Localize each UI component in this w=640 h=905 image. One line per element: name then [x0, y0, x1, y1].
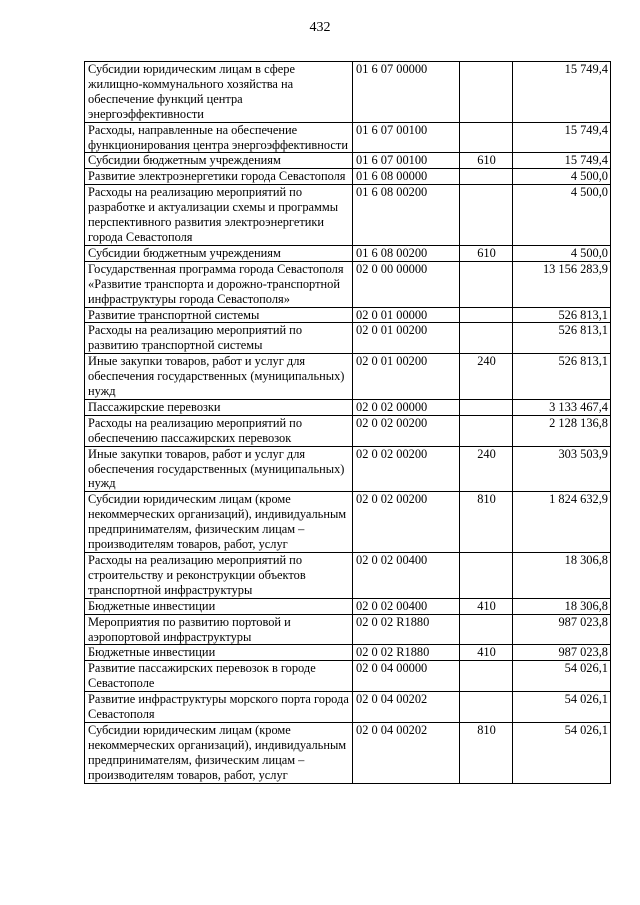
table-row [85, 614, 611, 645]
table-row [85, 261, 611, 307]
target-article-code-cell: 02 0 01 00000 [353, 307, 460, 323]
expense-type-code-cell: 810 [460, 492, 513, 553]
expense-name-cell: Субсидии бюджетным учреждениям [85, 153, 353, 169]
expense-type-code-cell [460, 323, 513, 354]
expense-type-code-cell: 410 [460, 645, 513, 661]
expense-name-cell: Субсидии юридическим лицам (кроме некоммерческих организаций), индивидуальным предпринимателям, физическим лицам – производителям товаров, работ, услуг [85, 492, 353, 553]
target-article-code-cell: 01 6 08 00200 [353, 245, 460, 261]
table-row [85, 598, 611, 614]
table-row [85, 661, 611, 692]
expense-name-cell: Расходы, направленные на обеспечение функционирования центра энергоэффективности [85, 122, 353, 153]
expense-name-cell: Субсидии юридическим лицам в сфере жилищно-коммунального хозяйства на обеспечение функций центра энергоэффективности [85, 62, 353, 123]
target-article-code-cell: 01 6 07 00000 [353, 62, 460, 123]
amount-cell: 987 023,8 [513, 614, 611, 645]
budget-table-body [85, 62, 611, 784]
table-row [85, 722, 611, 783]
expense-name-cell: Расходы на реализацию мероприятий по обеспечению пассажирских перевозок [85, 415, 353, 446]
expense-name-cell: Развитие транспортной системы [85, 307, 353, 323]
table-row [85, 245, 611, 261]
table-row [85, 122, 611, 153]
target-article-code-cell: 02 0 02 R1880 [353, 614, 460, 645]
expense-type-code-cell [460, 122, 513, 153]
expense-type-code-cell [460, 661, 513, 692]
table-row [85, 492, 611, 553]
amount-cell: 3 133 467,4 [513, 399, 611, 415]
table-row [85, 169, 611, 185]
amount-cell: 526 813,1 [513, 354, 611, 400]
amount-cell: 18 306,8 [513, 553, 611, 599]
expense-name-cell: Бюджетные инвестиции [85, 598, 353, 614]
expense-name-cell: Субсидии юридическим лицам (кроме некоммерческих организаций), индивидуальным предпринимателям, физическим лицам – производителям товаров, работ, услуг [85, 722, 353, 783]
amount-cell: 4 500,0 [513, 169, 611, 185]
table-row [85, 185, 611, 246]
expense-type-code-cell: 240 [460, 446, 513, 492]
expense-name-cell: Расходы на реализацию мероприятий по развитию транспортной системы [85, 323, 353, 354]
expense-name-cell: Расходы на реализацию мероприятий по разработке и актуализации схемы и программы перспективного развития электроэнергетики города Севастополя [85, 185, 353, 246]
amount-cell: 303 503,9 [513, 446, 611, 492]
amount-cell: 54 026,1 [513, 692, 611, 723]
amount-cell: 526 813,1 [513, 307, 611, 323]
amount-cell: 4 500,0 [513, 245, 611, 261]
amount-cell: 1 824 632,9 [513, 492, 611, 553]
expense-type-code-cell: 610 [460, 245, 513, 261]
expense-name-cell: Бюджетные инвестиции [85, 645, 353, 661]
expense-type-code-cell [460, 614, 513, 645]
amount-cell: 18 306,8 [513, 598, 611, 614]
target-article-code-cell: 02 0 02 00400 [353, 553, 460, 599]
amount-cell: 526 813,1 [513, 323, 611, 354]
expense-name-cell: Иные закупки товаров, работ и услуг для обеспечения государственных (муниципальных) нужд [85, 354, 353, 400]
target-article-code-cell: 02 0 01 00200 [353, 323, 460, 354]
expense-name-cell: Развитие электроэнергетики города Севастополя [85, 169, 353, 185]
target-article-code-cell: 02 0 02 00000 [353, 399, 460, 415]
expense-name-cell: Иные закупки товаров, работ и услуг для обеспечения государственных (муниципальных) нужд [85, 446, 353, 492]
expense-type-code-cell [460, 553, 513, 599]
table-row [85, 354, 611, 400]
amount-cell: 54 026,1 [513, 722, 611, 783]
amount-cell: 987 023,8 [513, 645, 611, 661]
expense-type-code-cell: 610 [460, 153, 513, 169]
table-row [85, 645, 611, 661]
table-row [85, 153, 611, 169]
table-row [85, 399, 611, 415]
target-article-code-cell: 02 0 04 00202 [353, 692, 460, 723]
expense-type-code-cell [460, 307, 513, 323]
expense-name-cell: Развитие пассажирских перевозок в городе Севастополе [85, 661, 353, 692]
table-row [85, 62, 611, 123]
table-row [85, 415, 611, 446]
expense-type-code-cell [460, 169, 513, 185]
expense-name-cell: Государственная программа города Севастополя «Развитие транспорта и дорожно-транспортной инфраструктуры города Севастополя» [85, 261, 353, 307]
expense-name-cell: Расходы на реализацию мероприятий по строительству и реконструкции объектов транспортной инфраструктуры [85, 553, 353, 599]
budget-table [84, 61, 611, 784]
expense-type-code-cell: 410 [460, 598, 513, 614]
expense-name-cell: Пассажирские перевозки [85, 399, 353, 415]
expense-type-code-cell [460, 261, 513, 307]
amount-cell: 15 749,4 [513, 62, 611, 123]
expense-type-code-cell [460, 692, 513, 723]
target-article-code-cell: 02 0 02 00200 [353, 415, 460, 446]
target-article-code-cell: 01 6 07 00100 [353, 122, 460, 153]
expense-name-cell: Мероприятия по развитию портовой и аэропортовой инфраструктуры [85, 614, 353, 645]
target-article-code-cell: 02 0 02 00400 [353, 598, 460, 614]
amount-cell: 15 749,4 [513, 153, 611, 169]
amount-cell: 15 749,4 [513, 122, 611, 153]
target-article-code-cell: 02 0 02 00200 [353, 446, 460, 492]
page-number: 432 [309, 20, 331, 35]
table-row [85, 692, 611, 723]
target-article-code-cell: 01 6 07 00100 [353, 153, 460, 169]
expense-type-code-cell: 240 [460, 354, 513, 400]
expense-type-code-cell: 810 [460, 722, 513, 783]
table-row [85, 553, 611, 599]
table-row [85, 446, 611, 492]
target-article-code-cell: 01 6 08 00200 [353, 185, 460, 246]
expense-type-code-cell [460, 62, 513, 123]
amount-cell: 13 156 283,9 [513, 261, 611, 307]
expense-name-cell: Субсидии бюджетным учреждениям [85, 245, 353, 261]
expense-type-code-cell [460, 415, 513, 446]
expense-type-code-cell [460, 399, 513, 415]
target-article-code-cell: 02 0 02 R1880 [353, 645, 460, 661]
target-article-code-cell: 02 0 02 00200 [353, 492, 460, 553]
table-row [85, 307, 611, 323]
target-article-code-cell: 02 0 00 00000 [353, 261, 460, 307]
expense-name-cell: Развитие инфраструктуры морского порта города Севастополя [85, 692, 353, 723]
target-article-code-cell: 02 0 01 00200 [353, 354, 460, 400]
amount-cell: 2 128 136,8 [513, 415, 611, 446]
amount-cell: 54 026,1 [513, 661, 611, 692]
expense-type-code-cell [460, 185, 513, 246]
table-row [85, 323, 611, 354]
amount-cell: 4 500,0 [513, 185, 611, 246]
target-article-code-cell: 01 6 08 00000 [353, 169, 460, 185]
target-article-code-cell: 02 0 04 00000 [353, 661, 460, 692]
target-article-code-cell: 02 0 04 00202 [353, 722, 460, 783]
